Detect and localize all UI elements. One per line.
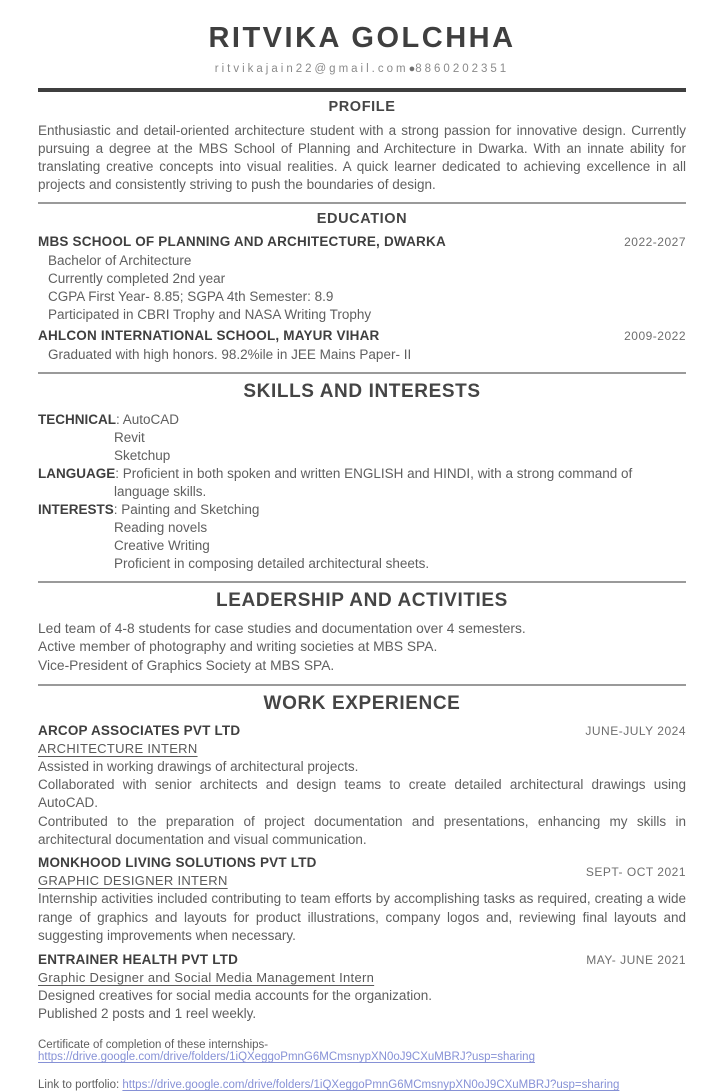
- skill-item: AutoCAD: [122, 412, 180, 428]
- education-dates: 2009-2022: [624, 329, 686, 344]
- skill-colon: :: [113, 501, 122, 517]
- job-title: Graphic Designer and Social Media Management Intern: [38, 969, 375, 985]
- institution-name: MBS SCHOOL OF PLANNING AND ARCHITECTURE, DWARKA: [38, 233, 446, 249]
- work-entry-arcop: [38, 723, 686, 850]
- skill-item: Reading novels: [114, 519, 208, 535]
- portfolio-link[interactable]: https://drive.google.com/drive/folders/1iQXeggoPmnG6MCmsnypXN0oJ9CXuMBRJ?usp=sharing: [122, 1079, 620, 1091]
- profile-summary: Enthusiastic and detail-oriented architecture student with a strong passion for innovative design. Currently pursuing a degree at the MBS School of Planning and Architecture in Dwarka. With an innate ability for translating creative concepts into visual realities. A quick learner dedicated to achieving excellence in all projects and consistently striving to push the boundaries of design.: [38, 123, 686, 192]
- header-divider: [38, 88, 686, 92]
- institution-name: AHLCON INTERNATIONAL SCHOOL, MAYUR VIHAR: [38, 328, 380, 344]
- work-detail: Designed creatives for social media accounts for the organization.: [38, 987, 432, 1003]
- company-name: ENTRAINER HEALTH PVT LTD: [38, 951, 239, 967]
- work-heading: WORK EXPERIENCE: [263, 692, 461, 714]
- skill-item: Sketchup: [114, 448, 171, 464]
- leadership-heading: LEADERSHIP AND ACTIVITIES: [216, 589, 508, 611]
- section-education: [38, 211, 686, 364]
- work-detail: Collaborated with senior architects and design teams to create detailed architectural drawings using AutoCAD.: [38, 777, 686, 811]
- education-dates: 2022-2027: [624, 234, 686, 249]
- skill-item: Creative Writing: [114, 537, 210, 553]
- contact-line: [38, 63, 686, 75]
- skill-group-interests: [38, 501, 686, 573]
- skill-item: Proficient in both spoken and written ENGLISH and HINDI, with a strong command of language skills.: [114, 466, 633, 500]
- work-dates: MAY- JUNE 2021: [586, 952, 686, 967]
- leadership-line: Led team of 4-8 students for case studies and documentation over 4 semesters.: [38, 620, 526, 636]
- company-name: ARCOP ASSOCIATES PVT LTD: [38, 722, 241, 738]
- education-entry: [38, 234, 686, 324]
- education-detail: Bachelor of Architecture: [48, 252, 192, 268]
- footer: [38, 1039, 686, 1091]
- job-title: GRAPHIC DESIGNER INTERN: [38, 873, 228, 889]
- certificate-label: Certificate of completion of these internships-: [38, 1039, 269, 1052]
- profile-heading: PROFILE: [328, 99, 396, 115]
- company-name: MONKHOOD LIVING SOLUTIONS PVT LTD: [38, 855, 317, 871]
- section-divider: [38, 372, 686, 374]
- education-detail: CGPA First Year- 8.85; SGPA 4th Semester: 8.9: [48, 288, 334, 304]
- skill-label: INTERESTS: [38, 501, 114, 517]
- skill-label: LANGUAGE: [38, 466, 116, 482]
- leadership-line: Vice-President of Graphics Society at MBS SPA.: [38, 658, 335, 674]
- work-detail: Contributed to the preparation of project documentation and presentations, enhancing my skills in architectural documentation and visual communication.: [38, 813, 686, 848]
- work-detail: Published 2 posts and 1 reel weekly.: [38, 1005, 257, 1021]
- education-entry: [38, 328, 686, 364]
- leadership-line: Active member of photography and writing societies at MBS SPA.: [38, 639, 438, 655]
- section-divider: [38, 684, 686, 686]
- portfolio-label: Link to portfolio:: [38, 1079, 123, 1091]
- section-work-experience: [38, 693, 686, 1024]
- skill-item: Painting and Sketching: [121, 501, 260, 517]
- bullet-separator: ●: [408, 63, 416, 75]
- work-entry-entrainer: [38, 952, 686, 1024]
- skill-item: Revit: [114, 430, 145, 446]
- work-dates: JUNE-JULY 2024: [585, 723, 686, 738]
- work-entry-monkhood: [38, 855, 686, 945]
- skill-colon: :: [116, 412, 123, 428]
- section-divider: [38, 581, 686, 583]
- skill-label: TECHNICAL: [38, 412, 116, 428]
- work-detail: Assisted in working drawings of architectural projects.: [38, 758, 359, 774]
- work-detail: Internship activities included contributing to team efforts by accomplishing tasks as required, creating a wide range of graphics and layouts for product illustrations, company logos and, reviewing final layouts and suggesting improvements when necessary.: [38, 891, 686, 944]
- certificate-link[interactable]: https://drive.google.com/drive/folders/1iQXeggoPmnG6MCmsnypXN0oJ9CXuMBRJ?usp=sharing: [38, 1051, 535, 1064]
- section-divider: [38, 202, 686, 204]
- email-text: ritvikajain22@gmail.com: [214, 63, 409, 75]
- section-profile: [38, 99, 686, 194]
- education-detail: Participated in CBRI Trophy and NASA Writing Trophy: [48, 307, 372, 323]
- education-detail: Currently completed 2nd year: [48, 270, 226, 286]
- skill-group-technical: [38, 411, 686, 465]
- education-heading: EDUCATION: [316, 210, 408, 227]
- phone-text: 8860202351: [415, 63, 510, 75]
- person-name: RITVIKA GOLCHHA: [208, 22, 516, 54]
- skill-colon: :: [115, 466, 123, 482]
- skill-item: Proficient in composing detailed architectural sheets.: [114, 555, 430, 571]
- work-dates: SEPT- OCT 2021: [585, 865, 686, 880]
- section-leadership: [38, 590, 686, 676]
- job-title: ARCHITECTURE INTERN: [38, 740, 198, 756]
- skills-heading: SKILLS AND INTERESTS: [243, 381, 481, 403]
- section-skills: [38, 381, 686, 573]
- education-detail: Graduated with high honors. 98.2%ile in JEE Mains Paper- II: [48, 347, 412, 363]
- skill-group-language: [38, 465, 686, 501]
